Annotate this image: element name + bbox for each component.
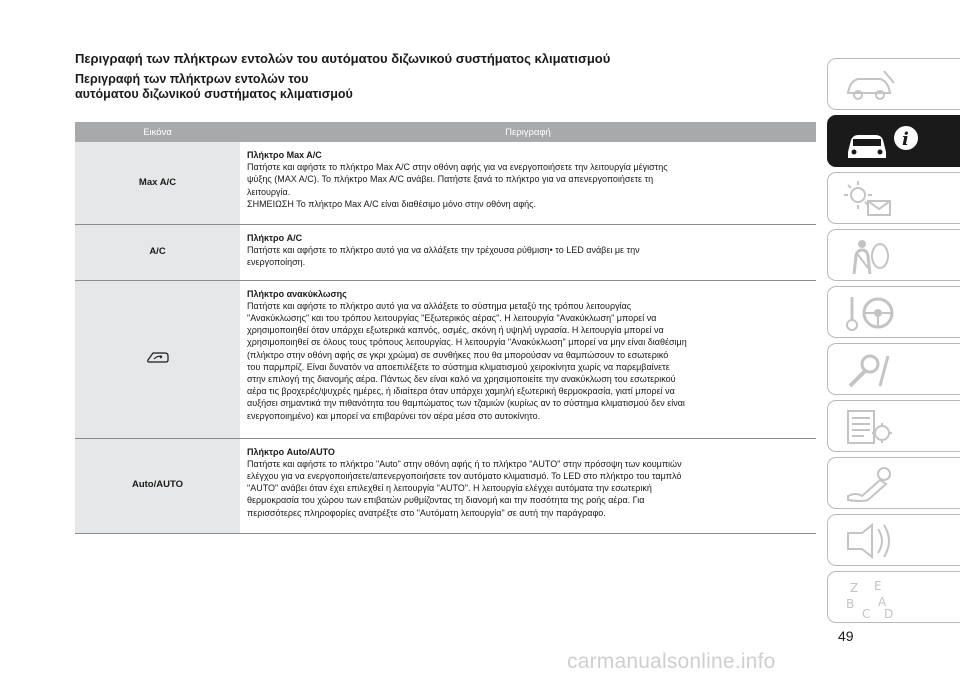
chapter-tab-starting[interactable] bbox=[827, 286, 960, 338]
svg-text:B: B bbox=[846, 597, 855, 611]
watermark: carmanualsonline.info bbox=[567, 650, 776, 673]
chapter-tab-safety[interactable] bbox=[827, 229, 960, 281]
button-description: Πατήστε και αφήστε το πλήκτρο αυτό για να αλλάξετε το σύστημα μεταξύ της τρόπου λειτουργίας "Ανακύκλωσης" και του τρόπου λειτουργίας "Εξωτερικός αέρας". Η λειτουργία "Ανακύκλωση" μπορεί να χρησιμοποιηθεί όταν υπάρχει εξωτερικά καπνός, οσμές, σκόνη ή υψηλή υγρασία. Η λειτουργία μπορεί να χρησιμοποιηθεί σε όλους τους τρόπους λειτουργίας. Η λειτουργία "Ανακύκλωση" μπορεί να μην είναι διαθέσιμη (πλήκτρο στην οθόνη αφής σε γκρι χρώμα) σε συνθήκες που θα μπορούσαν να θαμπώσουν το εσωτερικό του παρμπρίζ. Είναι δυνατόν να αποεπιλέξετε το σύστημα κλιματισμού χειροκίνητα χωρίς να παρεμβαίνετε στην επιλογή της διανομής αέρα. Πάντως δεν είναι καλό να χρησιμοποιείτε την ανακύκλωση του εσωτερικού αέρα τις βροχερές/ψυχρές ημέρες, ή ιδιαίτερα όταν υπάρχει χαμηλή εξωτερική θερμοκρασία, γιατί μπορεί να αυξήσει σημαντικά την πιθανότητα του θαμπώματος των τζαμιών (κυρίως αν το σύστημα κλιματισμού δεν είναι ενεργοποιημένο) και μπορεί να επιβαρύνει τον αέρα μέσα στο αυτοκίνητο. bbox=[247, 300, 687, 421]
chapter-tab-maintenance[interactable] bbox=[827, 400, 960, 452]
section-subtitle: Περιγραφή των πλήκτρων εντολών του αυτόματου διζωνικού συστήματος κλιματισμού bbox=[75, 72, 353, 101]
safety-airbag-icon bbox=[840, 234, 900, 278]
description-cell bbox=[240, 438, 816, 533]
image-cell: Auto/AUTO bbox=[75, 438, 240, 533]
button-description: Πατήστε και αφήστε το πλήκτρο Max A/C στην οθόνη αφής για να ενεργοποιήσετε την λειτουργία μέγιστης ψύξης (MAX A/C). Το πλήκτρο Max A/C ανάβει. Πατήστε ξανά το πλήκτρο για να απενεργοποιήσετε τη λειτουργία. ΣΗΜΕΙΩΣΗ Το πλήκτρο Max A/C είναι διαθέσιμο μόνο στην οθόνη αφής. bbox=[247, 162, 668, 209]
svg-text:D: D bbox=[884, 607, 894, 620]
table-row bbox=[75, 142, 816, 224]
chapter-tab-car-info[interactable] bbox=[827, 115, 960, 167]
technical-data-icon bbox=[840, 462, 900, 506]
button-name: Πλήκτρο A/C bbox=[247, 232, 303, 243]
button-description: Πατήστε και αφήστε το πλήκτρο "Auto" στην οθόνη αφής ή το πλήκτρο "AUTO" στην πρόσοψη των κουμπιών ελέγχου για να ενεργοποιήσετε/απενεργοποιήσετε τον αυτόματο κλιματισμό. Το LED στο πλήκτρο του ταμπλό "AUTO" ανάβει όταν έχει επιλεχθεί η λειτουργία "AUTO". Η λειτουργία ελέγχει αυτόματα την εσωτερική θερμοκρασία του χώρου των επιβατών ρυθμίζοντας τη διανομή και την ποσότητα της ροής αέρα. Για περισσότερες πληροφορίες ανατρέξτε στο "Αυτόματη λειτουργία" σε αυτή την παράγραφο. bbox=[247, 458, 682, 518]
warning-lights-icon bbox=[840, 177, 900, 221]
emergency-icon bbox=[840, 348, 900, 392]
svg-text:i: i bbox=[902, 129, 909, 150]
description-cell bbox=[240, 142, 816, 224]
button-name: Πλήκτρο ανακύκλωσης bbox=[247, 288, 347, 299]
maintenance-icon bbox=[840, 405, 900, 449]
table-row bbox=[75, 224, 816, 280]
button-name: Πλήκτρο Auto/AUTO bbox=[247, 446, 335, 457]
button-name: Πλήκτρο Max A/C bbox=[247, 150, 322, 160]
starting-driving-icon bbox=[840, 291, 900, 335]
chapter-tabs bbox=[827, 58, 960, 618]
page-title: Περιγραφή των πλήκτρων εντολών του αυτόματου διζωνικού συστήματος κλιματισμού bbox=[75, 51, 611, 66]
index-icon bbox=[840, 576, 900, 620]
buttons-table bbox=[75, 122, 816, 534]
multimedia-icon bbox=[840, 519, 900, 563]
column-header-description: Περιγραφή bbox=[240, 122, 816, 142]
svg-text:E: E bbox=[874, 579, 882, 593]
svg-text:Z: Z bbox=[850, 581, 859, 595]
image-cell: A/C bbox=[75, 224, 240, 280]
column-header-image: Εικόνα bbox=[75, 122, 240, 142]
table-row bbox=[75, 280, 816, 438]
chapter-tab-index[interactable] bbox=[827, 571, 960, 623]
page-number: 49 bbox=[838, 628, 854, 644]
button-description: Πατήστε και αφήστε το πλήκτρο αυτό για να αλλάξετε την τρέχουσα ρύθμιση• το LED ανάβει με την ενεργοποίηση. bbox=[247, 244, 640, 267]
chapter-tab-emergency[interactable] bbox=[827, 343, 960, 395]
chapter-tab-multimedia[interactable] bbox=[827, 514, 960, 566]
image-cell: Max A/C bbox=[75, 142, 240, 224]
table-header-row bbox=[75, 122, 816, 142]
chapter-tab-warning-lights[interactable] bbox=[827, 172, 960, 224]
image-cell bbox=[75, 280, 240, 438]
chapter-tab-technical-data[interactable] bbox=[827, 457, 960, 509]
recirculation-icon bbox=[145, 350, 171, 364]
description-cell bbox=[240, 280, 816, 438]
chapter-tab-dashboard[interactable] bbox=[827, 58, 960, 110]
car-info-icon bbox=[840, 120, 930, 164]
svg-text:C: C bbox=[862, 607, 871, 620]
dashboard-warning-icon bbox=[840, 63, 900, 107]
table-row bbox=[75, 438, 816, 533]
svg-text:A: A bbox=[878, 595, 887, 609]
description-cell bbox=[240, 224, 816, 280]
